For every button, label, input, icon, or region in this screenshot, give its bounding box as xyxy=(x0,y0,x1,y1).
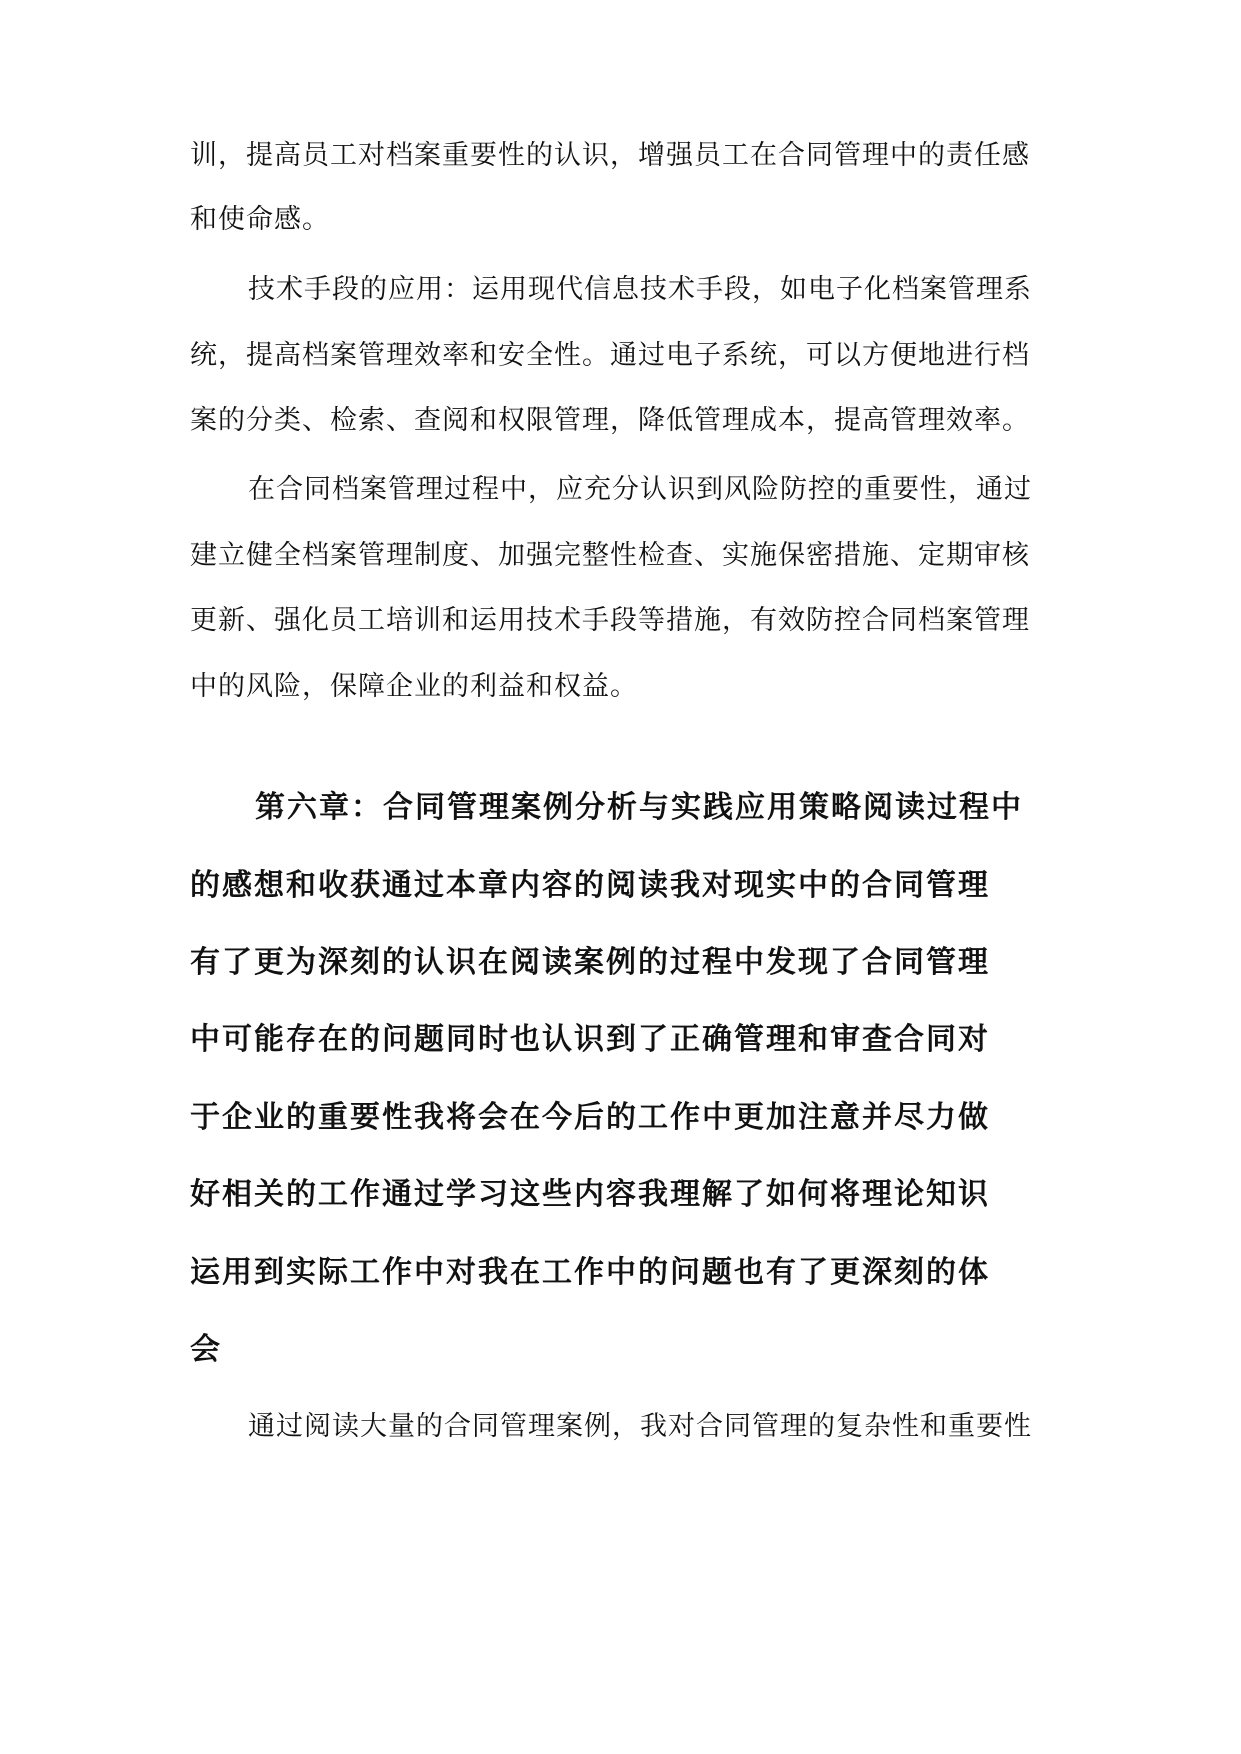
heading-line: 运用到实际工作中对我在工作中的问题也有了更深刻的体 xyxy=(190,1255,990,1290)
text-line: 中的风险，保障企业的利益和权益。 xyxy=(190,671,638,702)
text-line: 案的分类、检索、查阅和权限管理，降低管理成本，提高管理效率。 xyxy=(190,405,1030,436)
text-line: 训，提高员工对档案重要性的认识，增强员工在合同管理中的责任感 xyxy=(190,140,1030,171)
text-line: 更新、强化员工培训和运用技术手段等措施，有效防控合同档案管理 xyxy=(190,605,1030,636)
text-line: 统，提高档案管理效率和安全性。通过电子系统，可以方便地进行档 xyxy=(190,340,1030,371)
heading-line: 于企业的重要性我将会在今后的工作中更加注意并尽力做 xyxy=(190,1100,990,1135)
text-line: 和使命感。 xyxy=(190,204,330,235)
text-line: 技术手段的应用：运用现代信息技术手段，如电子化档案管理系 xyxy=(248,274,1032,305)
heading-line: 好相关的工作通过学习这些内容我理解了如何将理论知识 xyxy=(190,1177,990,1212)
heading-line: 有了更为深刻的认识在阅读案例的过程中发现了合同管理 xyxy=(190,945,990,980)
heading-line: 中可能存在的问题同时也认识到了正确管理和审查合同对 xyxy=(190,1022,990,1057)
text-line: 在合同档案管理过程中，应充分认识到风险防控的重要性，通过 xyxy=(248,474,1032,505)
text-line: 通过阅读大量的合同管理案例，我对合同管理的复杂性和重要性 xyxy=(248,1411,1032,1442)
heading-line: 的感想和收获通过本章内容的阅读我对现实中的合同管理 xyxy=(190,868,990,903)
heading-line: 会 xyxy=(190,1332,222,1367)
text-line: 建立健全档案管理制度、加强完整性检查、实施保密措施、定期审核 xyxy=(190,540,1030,571)
heading-line: 第六章：合同管理案例分析与实践应用策略阅读过程中 xyxy=(255,790,1023,825)
